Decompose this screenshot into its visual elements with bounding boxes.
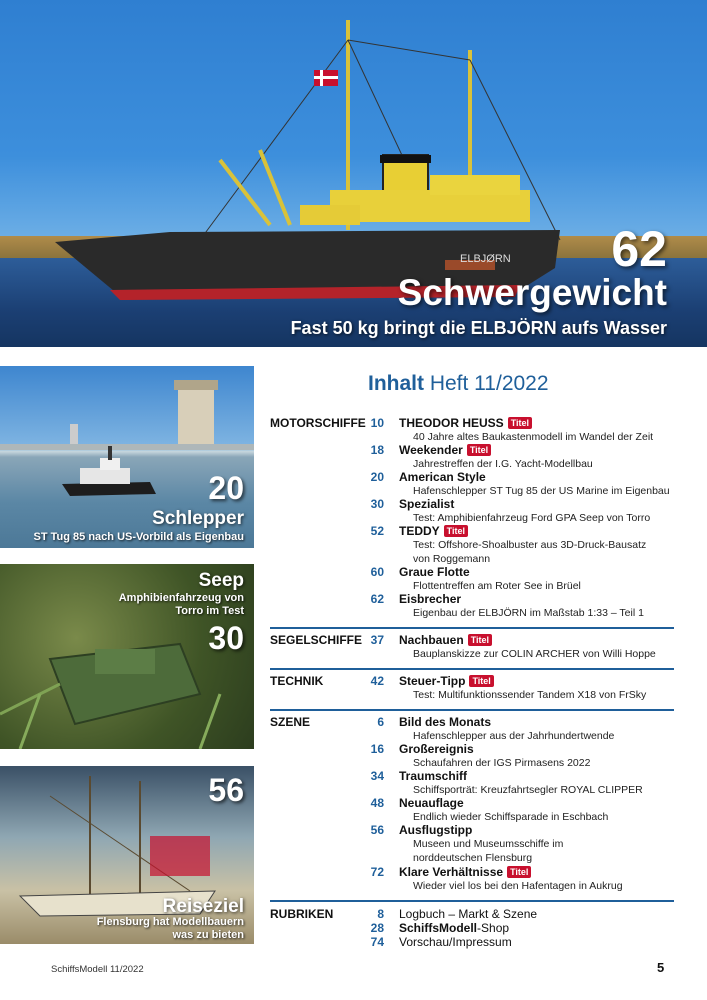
entry-title: Steuer-Tipp Titel [399, 674, 494, 688]
entry-desc: Hafenschlepper aus der Jahrhundertwende [413, 730, 615, 742]
entry-title: Ausflugstipp [399, 823, 473, 837]
entry-desc: Test: Multifunktionssender Tandem X18 von FrSky [413, 689, 647, 701]
entry-page: 37 [370, 633, 384, 647]
entry-page: 6 [377, 715, 384, 729]
titel-badge: Titel [468, 634, 492, 646]
photo-schlepper-title: Schlepper [152, 508, 244, 529]
entry-title: Vorschau/Impressum [399, 935, 512, 949]
titel-badge: Titel [444, 525, 468, 537]
photo-schlepper-subtitle: ST Tug 85 nach US-Vorbild als Eigenbau [33, 531, 244, 543]
entry-desc: Endlich wieder Schiffsparade in Eschbach [413, 811, 609, 823]
entry-desc: norddeutschen Flensburg [413, 852, 533, 864]
entry-page: 74 [370, 935, 384, 949]
entry-page: 30 [370, 497, 384, 511]
entry-title: Spezialist [399, 497, 455, 511]
titel-badge: Titel [507, 866, 531, 878]
entry-desc: Flottentreffen am Roter See in Brüel [413, 580, 581, 592]
photo-reiseziel-title: Reiseziel [162, 896, 244, 917]
entry-page: 60 [370, 565, 384, 579]
photo-seep [0, 564, 254, 749]
entry-desc: Hafenschlepper ST Tug 85 der US Marine im Eigenbau [413, 485, 670, 497]
entry-title: THEODOR HEUSS Titel [399, 416, 532, 430]
section-label: SEGELSCHIFFE [270, 633, 363, 647]
entry-title: Neuauflage [399, 796, 464, 810]
entry-title: American Style [399, 470, 486, 484]
entry-page: 42 [370, 674, 384, 688]
photo-reiseziel-subtitle: Flensburg hat Modellbauern was zu bieten [96, 916, 244, 941]
section-divider [270, 668, 674, 670]
entry-desc: Eigenbau der ELBJÖRN im Maßstab 1:33 – Teil 1 [413, 607, 644, 619]
entry-page: 20 [370, 470, 384, 484]
entry-page: 52 [370, 524, 384, 538]
entry-page: 62 [370, 592, 384, 606]
section-divider [270, 900, 674, 902]
entry-page: 56 [370, 823, 384, 837]
entry-title: Klare Verhältnisse Titel [399, 865, 531, 879]
section-divider [270, 627, 674, 629]
entry-page: 48 [370, 796, 384, 810]
entry-title: Großereignis [399, 742, 474, 756]
photo-schlepper [0, 366, 254, 548]
footer-magazine: SchiffsModell 11/2022 [51, 964, 144, 975]
titel-badge: Titel [467, 444, 491, 456]
photo-seep-title: Seep [198, 570, 244, 591]
entry-desc: Jahrestreffen der I.G. Yacht-Modellbau [413, 458, 593, 470]
entry-desc: Schaufahren der IGS Pirmasens 2022 [413, 757, 591, 769]
section-label: MOTORSCHIFFE [270, 416, 366, 430]
hero-image [0, 0, 707, 347]
photo-reiseziel-number: 56 [208, 772, 244, 808]
section-label: RUBRIKEN [270, 907, 334, 921]
entry-desc: 40 Jahre altes Baukastenmodell im Wandel der Zeit [413, 431, 654, 443]
entry-page: 16 [370, 742, 384, 756]
hero-page-number: 62 [611, 221, 667, 277]
entry-page: 8 [377, 907, 384, 921]
footer-page-number: 5 [657, 960, 665, 975]
entry-page: 18 [370, 443, 384, 457]
section-label: SZENE [270, 715, 311, 729]
entry-desc: Test: Amphibienfahrzeug Ford GPA Seep von Torro [413, 512, 651, 524]
entry-page: 34 [370, 769, 384, 783]
entry-page: 10 [370, 416, 384, 430]
photo-reiseziel [0, 766, 254, 944]
titel-badge: Titel [469, 675, 493, 687]
entry-desc: Wieder viel los bei den Hafentagen in Aukrug [413, 880, 623, 892]
entry-desc: Schiffsporträt: Kreuzfahrtsegler ROYAL CLIPPER [413, 784, 643, 796]
section-label: TECHNIK [270, 674, 324, 688]
entry-desc: Test: Offshore-Shoalbuster aus 3D-Druck-Bausatz [413, 539, 647, 551]
toc-heading-bold: Inhalt [368, 372, 424, 395]
entry-title: Nachbauen Titel [399, 633, 492, 647]
entry-page: 72 [370, 865, 384, 879]
entry-desc: von Roggemann [413, 553, 491, 565]
photo-seep-number: 30 [208, 620, 244, 656]
toc-heading [368, 372, 549, 396]
entry-title: Logbuch – Markt & Szene [399, 907, 538, 921]
entry-title: Bild des Monats [399, 715, 492, 729]
entry-title: TEDDY Titel [399, 524, 468, 538]
entry-title: Weekender Titel [399, 443, 491, 457]
hull-name: ELBJØRN [460, 253, 511, 265]
entry-desc: Bauplanskizze zur COLIN ARCHER von Willi Hoppe [413, 648, 656, 660]
entry-title: Traumschiff [399, 769, 468, 783]
toc-heading-issue: Heft 11/2022 [424, 372, 549, 395]
entry-desc: Museen und Museumsschiffe im [413, 838, 564, 850]
photo-schlepper-number: 20 [208, 470, 244, 506]
entry-title: Graue Flotte [399, 565, 470, 579]
hero-title: Schwergewicht [397, 272, 667, 313]
photo-seep-subtitle: Amphibienfahrzeug von Torro im Test [118, 592, 244, 617]
hero-subtitle: Fast 50 kg bringt die ELBJÖRN aufs Wasser [290, 318, 667, 338]
section-divider [270, 709, 674, 711]
titel-badge: Titel [508, 417, 532, 429]
entry-title: SchiffsModell-Shop [399, 921, 510, 935]
entry-title: Eisbrecher [399, 592, 462, 606]
entry-page: 28 [370, 921, 384, 935]
